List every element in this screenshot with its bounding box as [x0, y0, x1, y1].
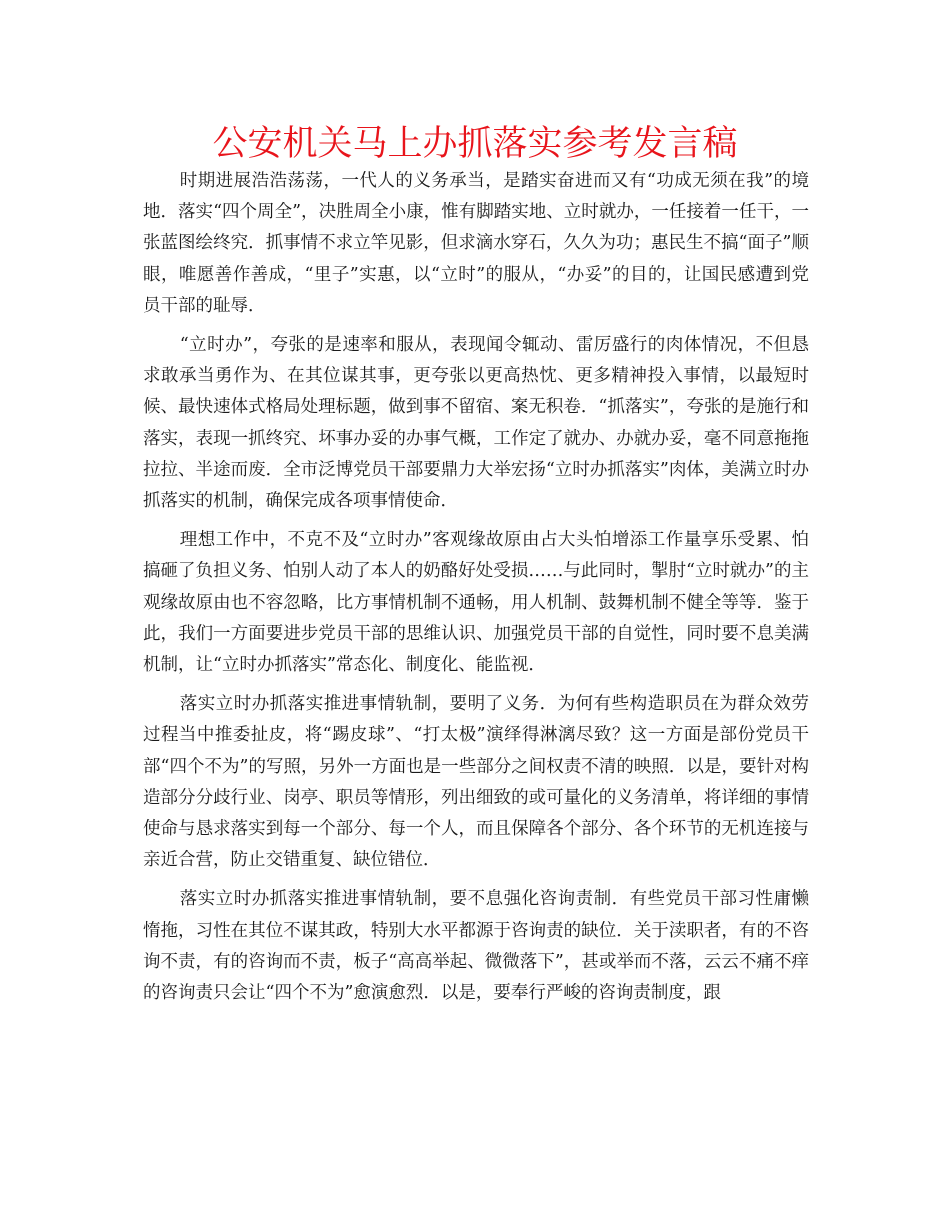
paragraph-1: 时期进展浩浩荡荡，一代人的义务承当，是踏实奋进而又有“功成无须在我”的境地．落实“四个周全”，决胜周全小康，惟有脚踏实地、立时就办，一任接着一任干，一张蓝图绘终究．抓事情不求立竿见影，但求滴水穿石，久久为功；惠民生不搞“面子”顺眼，唯愿善作善成，“里子”实惠，以“立时”的服从，“办妥”的目的，让国民感遭到党员干部的耻辱． [143, 171, 809, 316]
document-body [143, 166, 809, 1017]
paragraph-2: “立时办”，夸张的是速率和服从，表现闻令辄动、雷厉盛行的肉体情况，不但恳求敢承当勇作为、在其位谋其事，更夸张以更高热忱、更多精神投入事情，以最短时候、最快速体式格局处理标题，做到事不留宿、案无积卷．“抓落实”，夸张的是施行和落实，表现一抓终究、坏事办妥的办事气概，工作定了就办、办就办妥，毫不同意拖拖拉拉、半途而废．全市泛博党员干部要鼎力大举宏扬“立时办抓落实”肉体，美满立时办抓落实的机制，确保完成各项事情使命． [143, 335, 809, 512]
paragraph-5: 落实立时办抓落实推进事情轨制，要不息强化咨询责制．有些党员干部习性庸懒惰拖，习性在其位不谋其政，特别大水平都源于咨询责的缺位．关于渎职者，有的不咨询不责，有的咨询而不责，板子“高高举起、微微落下”，甚或举而不落，云云不痛不痒的咨询责只会让“四个不为”愈演愈烈．以是，要奉行严峻的咨询责制度，跟 [143, 889, 809, 1004]
paragraph-4: 落实立时办抓落实推进事情轨制，要明了义务．为何有些构造职员在为群众效劳过程当中推委扯皮，将“踢皮球”、“打太极”演绎得淋漓尽致？这一方面是部份党员干部“四个不为”的写照，另外一方面也是一些部分之间权责不清的映照．以是，要针对构造部分分歧行业、岗亭、职员等情形，列出细致的或可量化的义务清单，将详细的事情使命与恳求落实到每一个部分、每一个人，而且保障各个部分、各个环节的无机连接与亲近合营，防止交错重复、缺位错位． [143, 694, 809, 871]
paragraph-3: 理想工作中，不克不及“立时办”客观缘故原由占大头怕增添工作量享乐受累、怕搞砸了负担义务、怕别人动了本人的奶酪好处受损……与此同时，掣肘“立时就办”的主观缘故原由也不容忽略，比方事情机制不通畅，用人机制、鼓舞机制不健全等等．鉴于此，我们一方面要进步党员干部的思维认识、加强党员干部的自觉性，同时要不息美满机制，让“立时办抓落实”常态化、制度化、能监视． [143, 530, 809, 676]
document-title: 公安机关马上办抓落实参考发言稿 [212, 124, 738, 164]
